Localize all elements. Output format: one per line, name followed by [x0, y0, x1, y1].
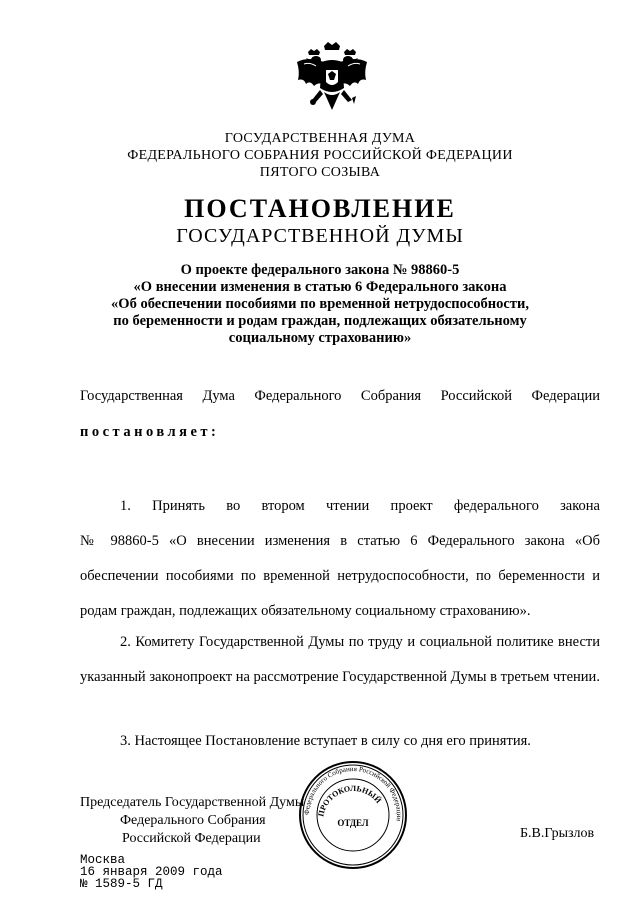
- law-title-line-5: социальному страхованию»: [228, 330, 412, 346]
- header-line-3: ПЯТОГО СОЗЫВА: [259, 165, 381, 180]
- paragraph-1-line-1: 1. Принять во втором чтении проект федерального закона: [120, 498, 600, 514]
- document-subtitle: ГОСУДАРСТВЕННОЙ ДУМЫ: [176, 225, 464, 247]
- footer-city: Москва: [80, 853, 126, 867]
- paragraph-1: [80, 489, 600, 629]
- signatory-name: Б.В.Грызлов: [520, 826, 595, 841]
- law-title-line-1: О проекте федерального закона № 98860-5: [180, 262, 460, 278]
- footer-date: 16 января 2009 года: [80, 865, 223, 879]
- stamp-inner-top-text: ПРОТОКОЛЬНЫЙ: [316, 783, 383, 818]
- official-stamp: [298, 760, 408, 870]
- header-line-1: ГОСУДАРСТВЕННАЯ ДУМА: [224, 131, 416, 146]
- paragraph-1-line-3: обеспечении пособиями по временной нетрудоспособности, по беременности и: [80, 568, 600, 584]
- paragraph-1-line-4: родам граждан, подлежащих обязательному социальному страхованию».: [80, 603, 531, 619]
- document-title: ПОСТАНОВЛЕНИЕ: [184, 194, 456, 223]
- signatory-line-3: Российской Федерации: [122, 831, 261, 846]
- paragraph-3: 3. Настоящее Постановление вступает в силу со дня его принятия.: [120, 733, 531, 749]
- law-title-line-3: «Об обеспечении пособиями по временной нетрудоспособности,: [111, 296, 529, 312]
- paragraph-2: 2. Комитету Государственной Думы по труду и социальной политике внести указанный законопроект на рассмотрение Государственной Думы в третьем чтении.: [80, 634, 600, 685]
- svg-text:ПРОТОКОЛЬНЫЙ: [316, 784, 383, 817]
- signatory-title: [80, 794, 304, 848]
- intro-text: Государственная Дума Федерального Собрания Российской Федерации: [80, 388, 600, 404]
- paragraph-1-line-2: № 98860-5 «О внесении изменения в статью 6 Федерального закона «Об: [80, 533, 600, 549]
- stamp-outer-text: Федерального Собрания Российской Федерации: [302, 764, 404, 822]
- stamp-center-text: ОТДЕЛ: [337, 818, 369, 828]
- footer-number: № 1589-5 ГД: [80, 877, 163, 891]
- signatory-line-1: Председатель Государственной Думы: [80, 795, 305, 810]
- law-title-line-2: «О внесении изменения в статью 6 Федерального закона: [133, 279, 507, 295]
- law-title: [0, 262, 640, 347]
- law-title-line-4: по беременности и родам граждан, подлежащих обязательному: [113, 313, 527, 329]
- signatory-line-2: Федерального Собрания: [120, 813, 266, 828]
- resolves-keyword: постановляет:: [80, 424, 220, 440]
- coat-of-arms-emblem: [294, 40, 370, 120]
- document-footer: [80, 854, 223, 890]
- header-line-2: ФЕДЕРАЛЬНОГО СОБРАНИЯ РОССИЙСКОЙ ФЕДЕРАЦИИ: [127, 148, 513, 163]
- issuer-header: [0, 130, 640, 181]
